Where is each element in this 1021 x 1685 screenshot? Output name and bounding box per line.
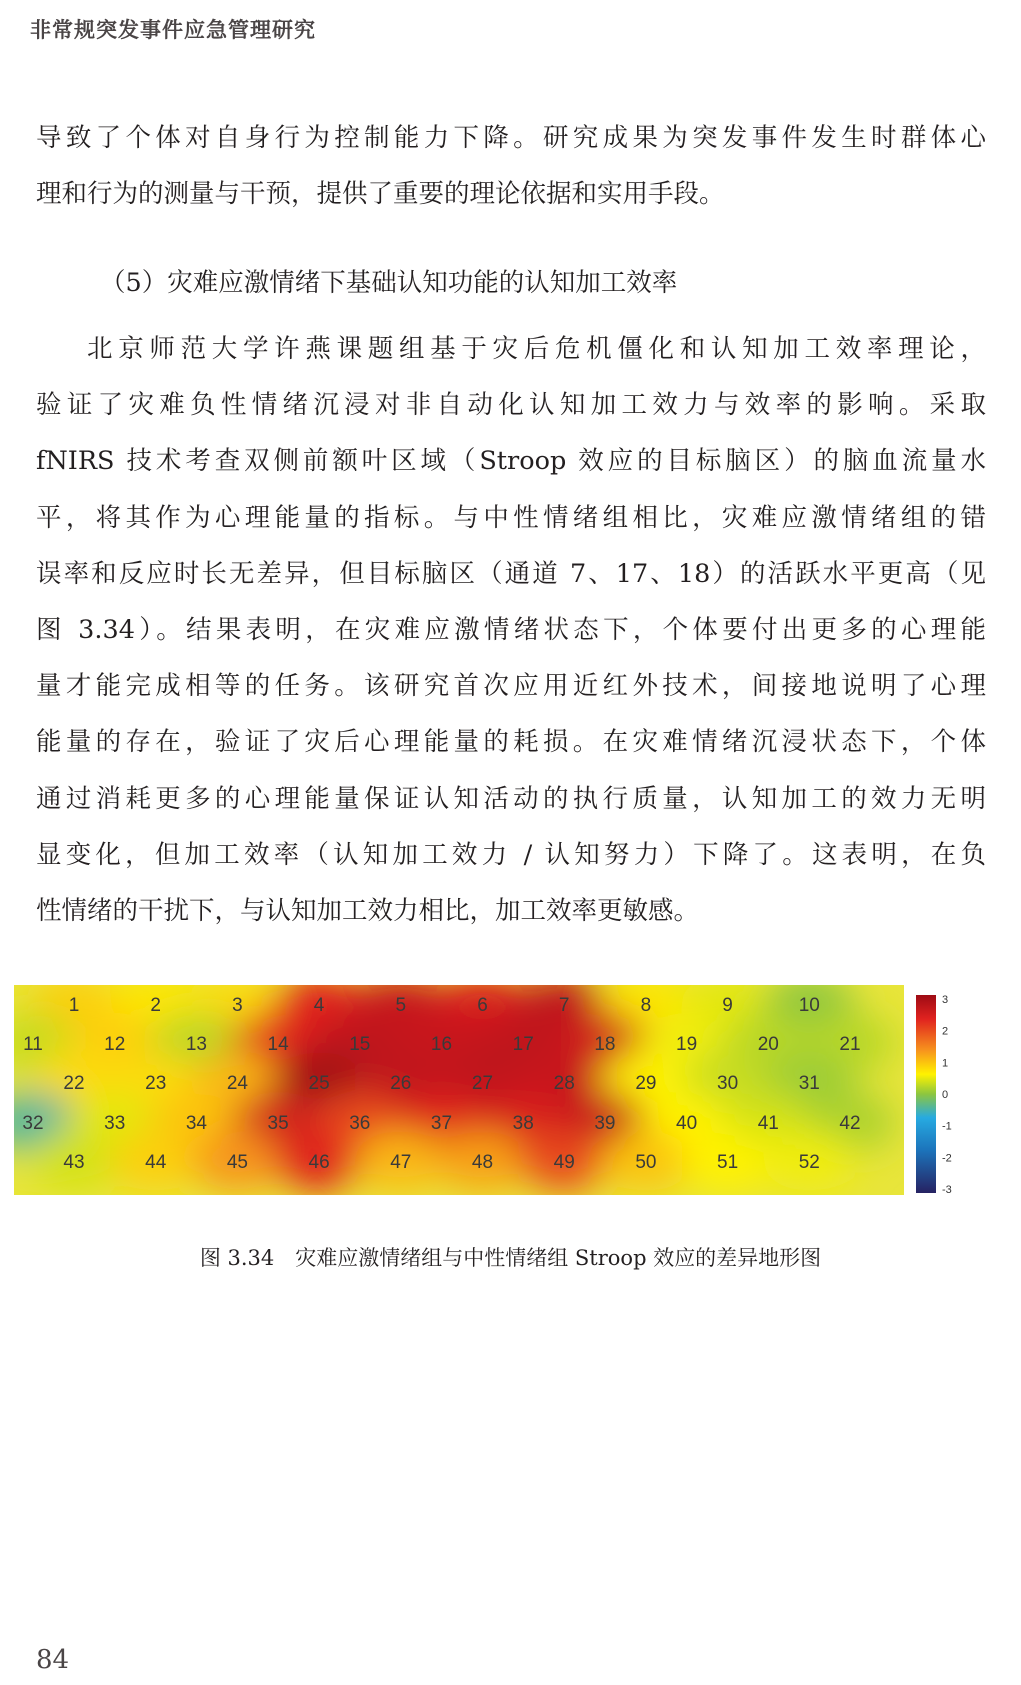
- text-line: 导致了个体对自身行为控制能力下降。研究成果为突发事件发生时群体心: [36, 123, 986, 153]
- channel-label: 38: [512, 1113, 534, 1134]
- channel-label: 9: [722, 995, 733, 1016]
- text-line: fNIRS 技术考查双侧前额叶区域（Stroop 效应的目标脑区）的脑血流量水: [36, 446, 986, 477]
- channel-label: 42: [839, 1113, 861, 1134]
- colorbar-scale: [916, 995, 936, 1193]
- channel-label: 12: [104, 1034, 126, 1055]
- colorbar: [916, 994, 952, 1196]
- channel-label: 31: [798, 1073, 820, 1094]
- channel-label: 37: [430, 1113, 453, 1134]
- channel-label: 24: [226, 1073, 248, 1094]
- channel-label: 47: [390, 1152, 412, 1173]
- channel-label: 28: [553, 1073, 575, 1094]
- colorbar-tick-label: 3: [942, 994, 949, 1006]
- channel-label: 27: [471, 1073, 494, 1094]
- text-line: 误率和反应时长无差异，但目标脑区（通道 7、17、18）的活跃水平更高（见: [36, 558, 986, 589]
- channel-label: 6: [477, 995, 488, 1016]
- channel-label: 52: [798, 1152, 820, 1173]
- channel-label: 3: [232, 995, 243, 1016]
- channel-label: 21: [839, 1034, 861, 1055]
- topographic-map: [14, 985, 992, 1205]
- text-line: 图 3.34）。结果表明，在灾难应激情绪状态下，个体要付出更多的心理能: [36, 615, 986, 646]
- channel-label: 16: [430, 1034, 453, 1055]
- colorbar-tick-label: 2: [942, 1025, 949, 1038]
- text-line: 验证了灾难负性情绪沉浸对非自动化认知加工效力与效率的影响。采取: [36, 390, 986, 421]
- paragraph-1: [36, 110, 986, 222]
- channel-label: 51: [717, 1152, 739, 1173]
- topographic-map-figure: [14, 985, 992, 1205]
- channel-label: 41: [757, 1113, 779, 1134]
- channel-label: 50: [635, 1152, 657, 1173]
- colorbar-tick-label: -2: [942, 1152, 952, 1165]
- channel-label: 46: [308, 1152, 330, 1173]
- colorbar-tick-label: -1: [942, 1120, 952, 1133]
- page-number: 84: [36, 1645, 70, 1675]
- channel-label: 26: [390, 1073, 412, 1094]
- channel-label: 49: [553, 1152, 575, 1173]
- colorbar-tick-label: -3: [942, 1184, 952, 1196]
- colorbar-tick-label: 0: [942, 1089, 949, 1101]
- channel-label: 30: [717, 1073, 739, 1094]
- channel-label: 8: [640, 995, 652, 1016]
- text-line: 北京师范大学许燕课题组基于灾后危机僵化和认知加工效率理论，: [87, 334, 986, 364]
- channel-label: 14: [267, 1034, 289, 1055]
- channel-label: 33: [104, 1113, 126, 1134]
- channel-label: 45: [226, 1152, 248, 1173]
- colorbar-tick-label: 1: [942, 1057, 949, 1070]
- channel-label: 43: [63, 1152, 85, 1173]
- text-line: 显变化，但加工效率（认知加工效力 / 认知努力）下降了。这表明，在负: [36, 839, 986, 870]
- channel-label: 20: [757, 1034, 779, 1055]
- channel-label: 35: [267, 1113, 289, 1134]
- channel-label: 13: [185, 1034, 207, 1055]
- channel-label: 34: [185, 1113, 207, 1134]
- channel-label: 32: [22, 1113, 44, 1134]
- channel-label: 1: [68, 995, 80, 1016]
- channel-label: 36: [349, 1113, 371, 1134]
- text-line: 性情绪的干扰下，与认知加工效力相比，加工效率更敏感。: [36, 896, 700, 927]
- text-line: 能量的存在，验证了灾后心理能量的耗损。在灾难情绪沉浸状态下，个体: [36, 727, 986, 758]
- paragraph-2: [36, 321, 986, 939]
- channel-label: 15: [349, 1034, 371, 1055]
- channel-label: 17: [512, 1034, 534, 1055]
- channel-label: 4: [313, 995, 325, 1016]
- channel-label: 40: [676, 1113, 698, 1134]
- text-line: 量才能完成相等的任务。该研究首次应用近红外技术，间接地说明了心理: [36, 671, 986, 702]
- channel-label: 10: [798, 995, 820, 1016]
- running-head: 非常规突发事件应急管理研究: [30, 17, 316, 42]
- channel-label: 2: [150, 995, 161, 1016]
- channel-label: 39: [594, 1113, 616, 1134]
- channel-label: 5: [395, 995, 407, 1016]
- channel-label: 29: [635, 1073, 657, 1094]
- channel-label: 19: [676, 1034, 698, 1055]
- text-line: 通过消耗更多的心理能量保证认知活动的执行质量，认知加工的效力无明: [36, 783, 986, 814]
- channel-label: 48: [471, 1152, 494, 1173]
- section-heading: （5）灾难应激情绪下基础认知功能的认知加工效率: [100, 268, 678, 298]
- channel-label: 7: [558, 995, 570, 1016]
- channel-label: 44: [145, 1152, 167, 1173]
- channel-label: 23: [145, 1073, 167, 1094]
- figure-caption: 图 3.34 灾难应激情绪组与中性情绪组 Stroop 效应的差异地形图: [199, 1246, 822, 1270]
- channel-label: 22: [63, 1073, 85, 1094]
- channel-label: 18: [594, 1034, 616, 1055]
- channel-label: 25: [308, 1073, 330, 1094]
- text-line: 理和行为的测量与干预，提供了重要的理论依据和实用手段。: [36, 179, 725, 210]
- text-line: 平，将其作为心理能量的指标。与中性情绪组相比，灾难应激情绪组的错: [36, 502, 986, 533]
- channel-label: 11: [23, 1034, 43, 1055]
